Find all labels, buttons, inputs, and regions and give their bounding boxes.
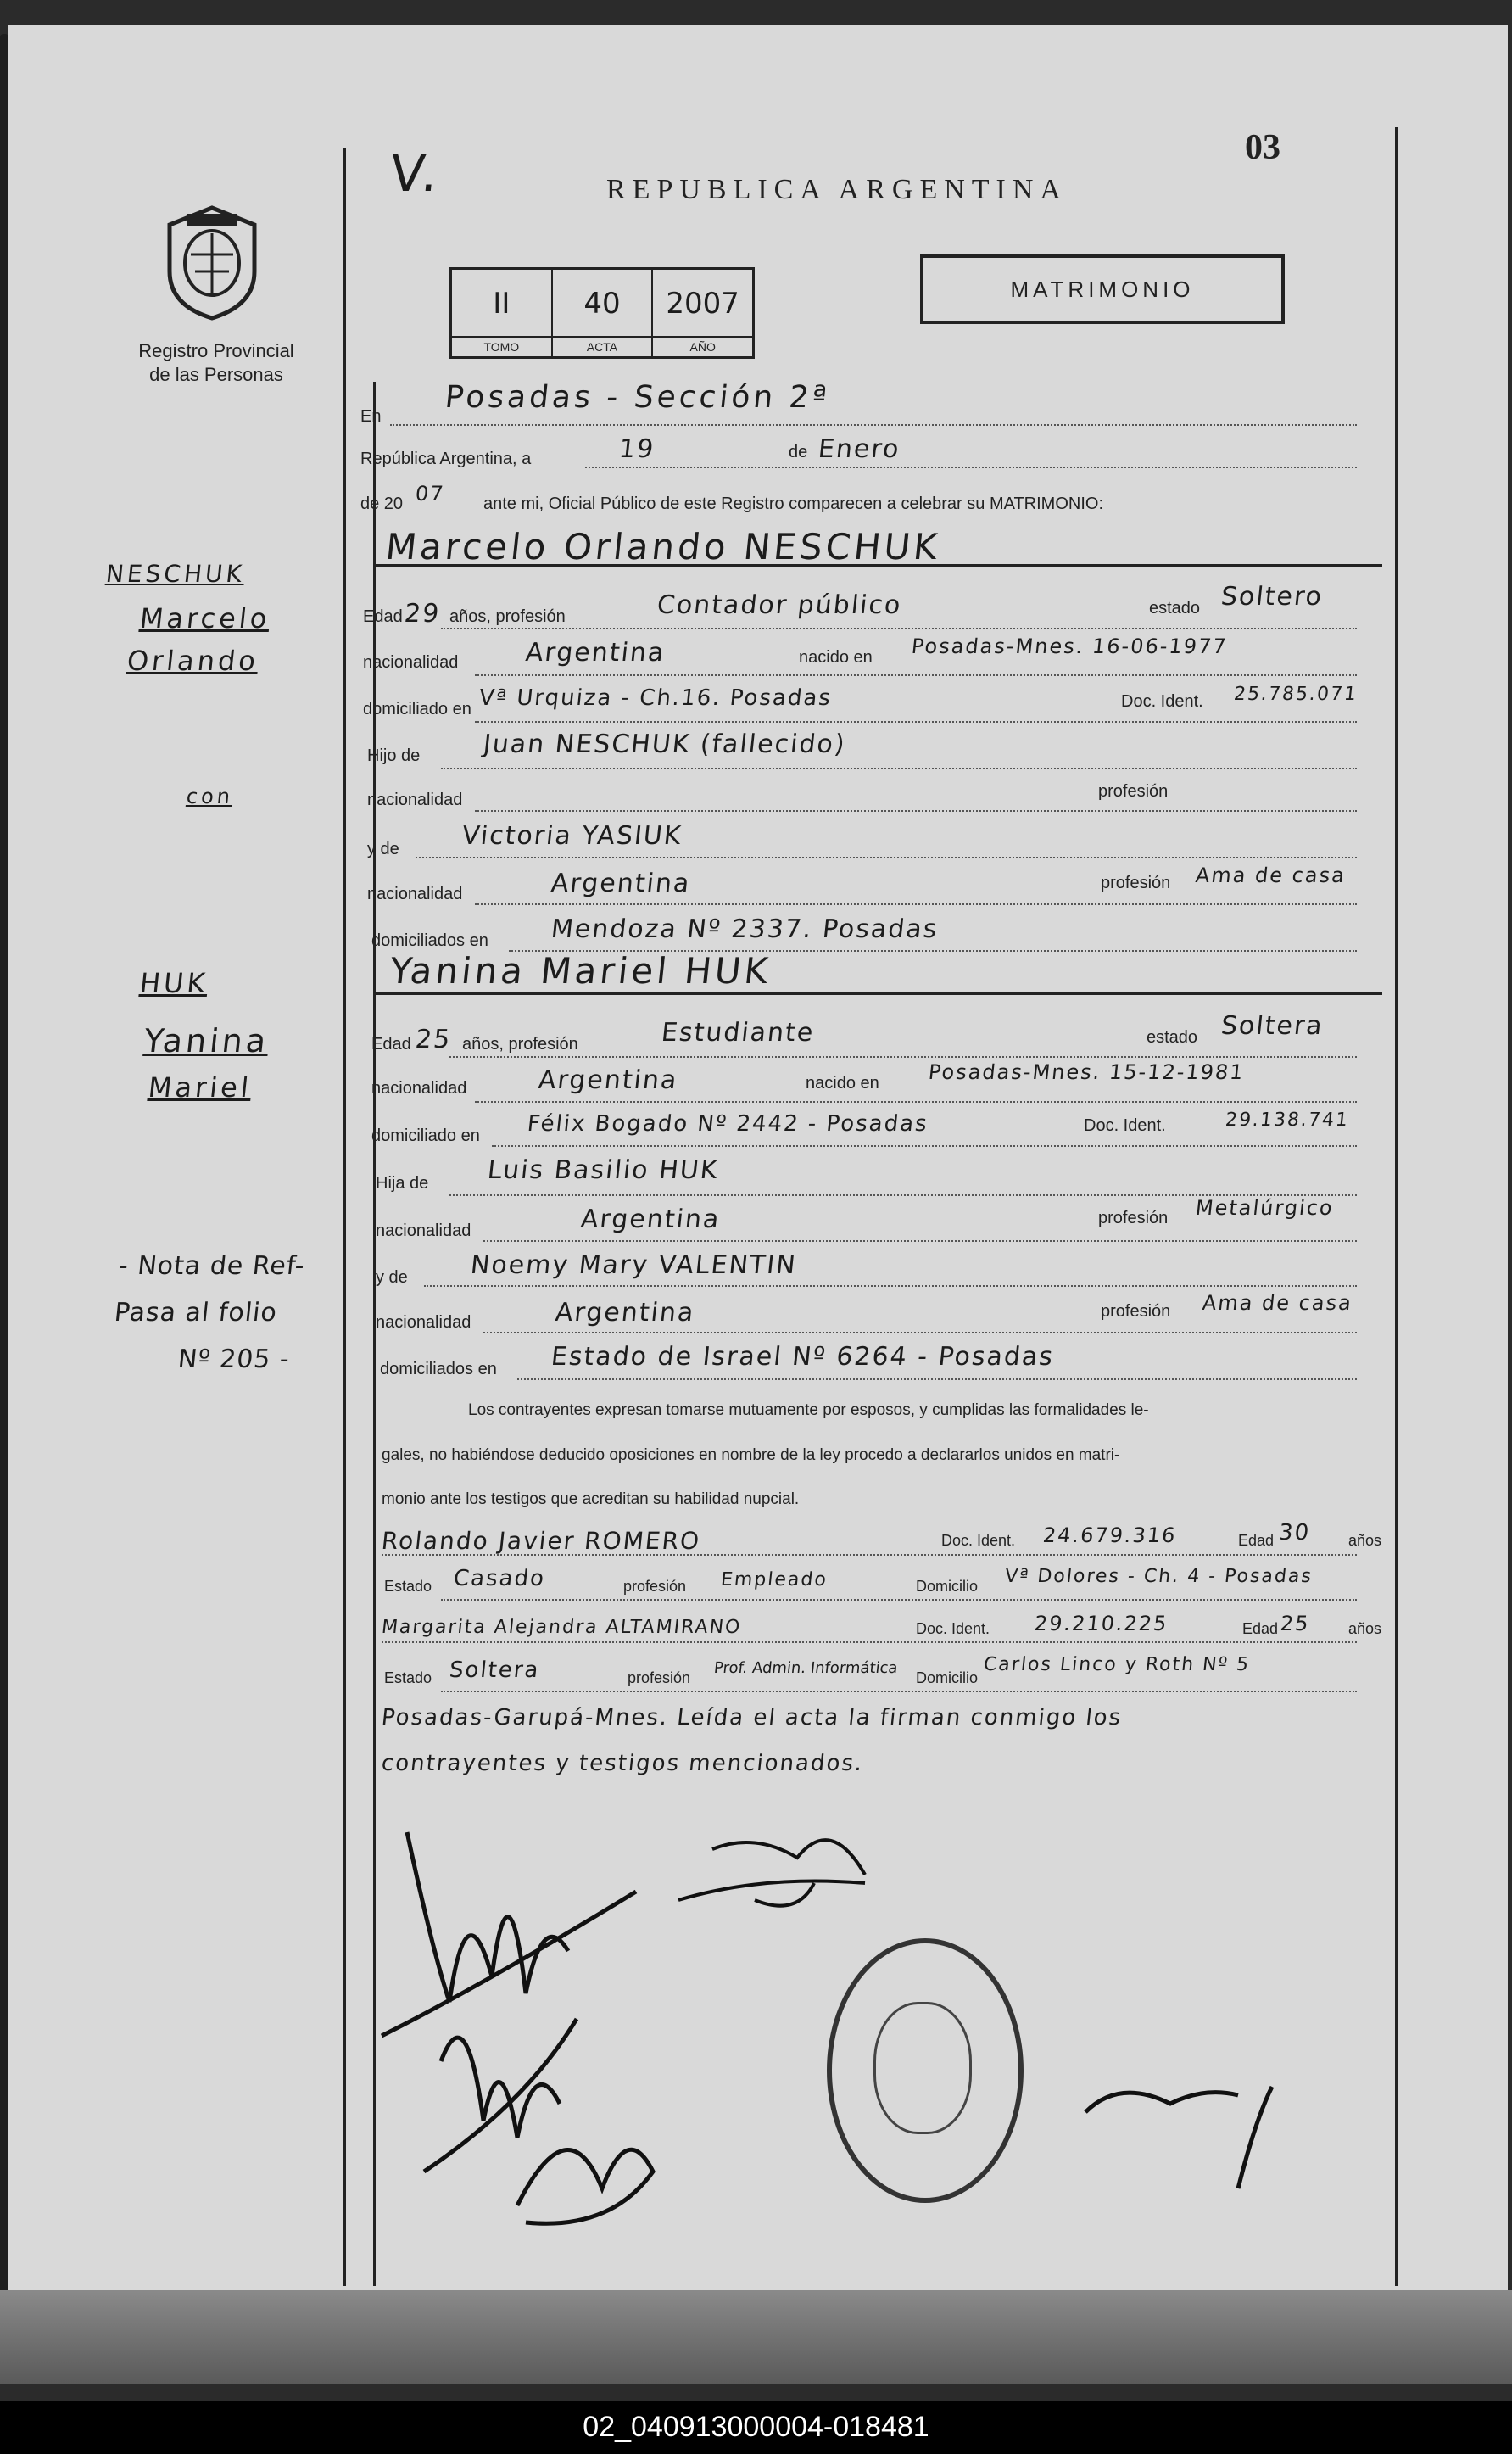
groom-profesion-label: años, profesión [449, 607, 566, 626]
bride-full-name: Yanina Mariel HUK [388, 950, 773, 992]
bride-profesion-value: Estudiante [660, 1018, 817, 1048]
witness2-doc-label: Doc. Ident. [916, 1620, 990, 1637]
bride-dom-label: domiciliado en [371, 1126, 480, 1145]
groom-nac-line [475, 674, 1357, 676]
groom-edad-line [441, 628, 1357, 629]
groom-profesion-value: Contador público [656, 590, 904, 620]
bride-mother-nac-line [483, 1332, 1357, 1333]
witness2-anios-label: años [1348, 1620, 1382, 1637]
declaration-line-2: gales, no habiéndose deducido oposiciones en nombre de la ley procedo a declararlos unidos en matri- [382, 1446, 1120, 1464]
bride-mother-name: Noemy Mary VALENTIN [469, 1250, 799, 1280]
anio-label: AÑO [653, 336, 752, 356]
bride-estado-value: Soltera [1219, 1011, 1325, 1041]
margin-bride-surname: HUK [138, 967, 210, 999]
groom-nac-value: Argentina [524, 638, 667, 668]
witness2-edad-value: 25 [1279, 1612, 1312, 1635]
groom-hijo-label: Hijo de [367, 746, 421, 765]
groom-mother-prof-value: Ama de casa [1194, 864, 1347, 887]
acta-label: ACTA [553, 336, 652, 356]
groom-estado-label: estado [1149, 599, 1201, 618]
witness1-anios-label: años [1348, 1532, 1382, 1549]
tomo-cell [452, 270, 553, 356]
closing-line-1: Posadas-Garupá-Mnes. Leída el acta la firman conmigo los [380, 1705, 1124, 1730]
witness2-name-line [382, 1641, 1357, 1643]
bride-edad-line [449, 1056, 1357, 1058]
year-prefix: de 20 [360, 495, 404, 513]
witness1-name-line [382, 1554, 1357, 1556]
bride-mother-nac-label: nacionalidad [376, 1313, 471, 1332]
groom-nacido-value: Posadas-Mnes. 16-06-1977 [910, 634, 1230, 658]
bride-hija-label: Hija de [376, 1174, 429, 1193]
tomo-acta-anio-box [449, 267, 755, 359]
margin-note-line-2: Pasa al folio [113, 1298, 279, 1328]
year-value: 07 [414, 482, 447, 506]
witness2-name: Margarita Alejandra ALTAMIRANO [380, 1617, 743, 1638]
anio-cell [653, 270, 752, 356]
witness1-estado-value: Casado [452, 1566, 547, 1591]
margin-con: con [185, 785, 235, 808]
groom-dom-value: Vª Urquiza - Ch.16. Posadas [477, 685, 834, 711]
groom-mother-nac-label: nacionalidad [367, 885, 463, 903]
registry-office-name [119, 339, 314, 387]
bride-nac-label: nacionalidad [371, 1079, 467, 1098]
file-id-label: 02_040913000004-018481 [0, 2401, 1512, 2454]
witness1-name: Rolando Javier ROMERO [380, 1527, 702, 1555]
groom-mother-nac-line [475, 903, 1357, 905]
acta-value: 40 [583, 287, 621, 321]
tomo-label: TOMO [452, 336, 551, 356]
bride-estado-label: estado [1147, 1028, 1198, 1047]
bride-mother-line [424, 1285, 1357, 1287]
groom-nac-label: nacionalidad [363, 653, 459, 672]
groom-mother-line [416, 857, 1357, 858]
witness1-doc-value: 24.679.316 [1041, 1523, 1178, 1547]
groom-parents-dom-value: Mendoza Nº 2337. Posadas [550, 914, 940, 944]
book-bottom-edge [0, 2290, 1512, 2384]
groom-father-nac-label: nacionalidad [367, 791, 463, 809]
corner-mark: V. [387, 144, 445, 204]
declaration-line-3: monio ante los testigos que acreditan su habilidad nupcial. [382, 1490, 800, 1508]
bride-nacido-value: Posadas-Mnes. 15-12-1981 [927, 1060, 1247, 1084]
witness-signature [517, 2149, 653, 2223]
witness1-edad-value: 30 [1277, 1520, 1312, 1546]
groom-doc-label: Doc. Ident. [1121, 692, 1203, 711]
declaration-line-1: Los contrayentes expresan tomarse mutuamente por esposos, y cumplidas las formalidades le- [468, 1401, 1149, 1419]
bride-mother-prof-value: Ama de casa [1201, 1291, 1354, 1315]
groom-mother-prof-label: profesión [1101, 874, 1171, 892]
groom-mother-name: Victoria YASIUK [460, 821, 684, 851]
bride-dom-value: Félix Bogado Nº 2442 - Posadas [526, 1111, 930, 1137]
witness2-doc-value: 29.210.225 [1033, 1612, 1169, 1635]
province-coat-of-arms-icon [161, 204, 263, 322]
groom-father-nac-line [475, 810, 1357, 812]
bride-doc-value: 29.138.741 [1224, 1110, 1351, 1131]
bride-father-nac-line [483, 1240, 1357, 1242]
witness1-domicilio-label: Domicilio [916, 1578, 979, 1595]
bride-edad-label: Edad [371, 1035, 411, 1054]
bride-dom-line [492, 1145, 1357, 1147]
groom-full-name: Marcelo Orlando NESCHUK [383, 526, 943, 567]
bride-mother-prof-label: profesión [1101, 1302, 1171, 1321]
witness2-estado-label: Estado [384, 1669, 432, 1686]
margin-note-line-1: - Nota de Ref- [117, 1251, 307, 1281]
bride-yde-label: y de [376, 1268, 408, 1287]
bride-edad-value: 25 [414, 1025, 454, 1054]
closing-line-2: contrayentes y testigos mencionados. [380, 1751, 865, 1776]
groom-nacido-label: nacido en [799, 648, 873, 667]
bride-father-nac-label: nacionalidad [376, 1221, 471, 1240]
official-seal-inner [873, 2002, 972, 2134]
bride-nac-value: Argentina [537, 1065, 680, 1095]
bride-father-prof-label: profesión [1098, 1209, 1169, 1227]
country-title: REPUBLICA ARGENTINA [606, 174, 1068, 205]
bride-nac-line [475, 1101, 1357, 1103]
bride-mother-nac-value: Argentina [554, 1298, 697, 1328]
bride-nacido-label: nacido en [806, 1074, 879, 1093]
groom-father-prof-label: profesión [1098, 782, 1169, 801]
witness1-estado-label: Estado [384, 1578, 432, 1595]
bride-parents-dom-value: Estado de Israel Nº 6264 - Posadas [550, 1342, 1056, 1372]
witness2-edad-label: Edad [1242, 1620, 1279, 1637]
margin-note-line-3: Nº 205 - [176, 1344, 292, 1374]
bride-father-name: Luis Basilio HUK [486, 1155, 721, 1185]
groom-father-line [441, 768, 1357, 769]
witness2-profesion-label: profesión [628, 1669, 691, 1686]
binding-edge [0, 34, 8, 2307]
witness2-estado-value: Soltera [448, 1657, 542, 1683]
en-label: En [360, 407, 382, 426]
witness1-signature [678, 1840, 865, 1906]
bride-father-prof-value: Metalúrgico [1194, 1196, 1336, 1220]
bride-parents-dom-label: domiciliados en [380, 1360, 497, 1378]
margin-groom-surname: NESCHUK [104, 560, 247, 588]
bride-father-nac-value: Argentina [579, 1205, 723, 1234]
witness1-doc-label: Doc. Ident. [941, 1532, 1016, 1549]
bride-parents-dom-line [517, 1378, 1357, 1380]
bride-profesion-label: años, profesión [462, 1035, 578, 1054]
registry-line-2: de las Personas [149, 364, 283, 385]
witness1-edad-label: Edad [1238, 1532, 1275, 1549]
page-number: 03 [1245, 128, 1280, 167]
de-label: de [789, 443, 808, 461]
margin-bride-first: Yanina [142, 1022, 271, 1059]
bride-separator-line [373, 992, 1382, 995]
month-value: Enero [817, 434, 902, 464]
witness2-domicilio-value: Carlos Linco y Roth Nº 5 [982, 1654, 1252, 1675]
margin-bride-middle: Mariel [147, 1071, 254, 1104]
groom-edad-label: Edad [363, 607, 403, 626]
groom-doc-value: 25.785.071 [1232, 684, 1359, 705]
bride-doc-label: Doc. Ident. [1084, 1116, 1166, 1135]
republica-label: República Argentina, a [360, 450, 532, 468]
act-type-label: MATRIMONIO [1010, 276, 1195, 302]
groom-estado-value: Soltero [1219, 582, 1325, 612]
groom-father-name: Juan NESCHUK (fallecido) [482, 729, 848, 759]
groom-dom-label: domiciliado en [363, 700, 471, 718]
witness1-profesion-label: profesión [623, 1578, 687, 1595]
date-line [585, 467, 1357, 468]
groom-parents-dom-label: domiciliados en [371, 931, 488, 950]
margin-groom-first: Marcelo [138, 602, 272, 634]
anio-value: 2007 [666, 287, 739, 321]
en-line [390, 424, 1357, 426]
groom-edad-value: 29 [403, 599, 443, 629]
witness1-domicilio-value: Vª Dolores - Ch. 4 - Posadas [1003, 1566, 1314, 1587]
margin-groom-middle: Orlando [126, 645, 261, 677]
witness2-profesion-value: Prof. Admin. Informática [712, 1659, 899, 1677]
right-margin-line [1395, 127, 1398, 2286]
groom-yde-label: y de [367, 840, 399, 858]
registry-line-1: Registro Provincial [138, 340, 294, 361]
intro-text: ante mi, Oficial Público de este Registro comparecen a celebrar su MATRIMONIO: [483, 495, 1104, 513]
groom-dom-line [475, 721, 1357, 723]
act-type-box [920, 254, 1285, 324]
witness1-estado-line [441, 1599, 1357, 1601]
groom-mother-nac-value: Argentina [550, 869, 693, 898]
officer-signature [1085, 2087, 1272, 2188]
groom-signature [382, 1832, 636, 2036]
bride-signature [424, 2019, 577, 2172]
day-value: 19 [617, 434, 657, 464]
en-value: Posadas - Sección 2ª [443, 380, 832, 415]
witness2-estado-line [441, 1691, 1357, 1692]
acta-cell [553, 270, 654, 356]
left-margin-line [343, 148, 346, 2286]
tomo-value: II [493, 287, 511, 321]
witness1-profesion-value: Empleado [719, 1569, 829, 1590]
witness2-domicilio-label: Domicilio [916, 1669, 979, 1686]
